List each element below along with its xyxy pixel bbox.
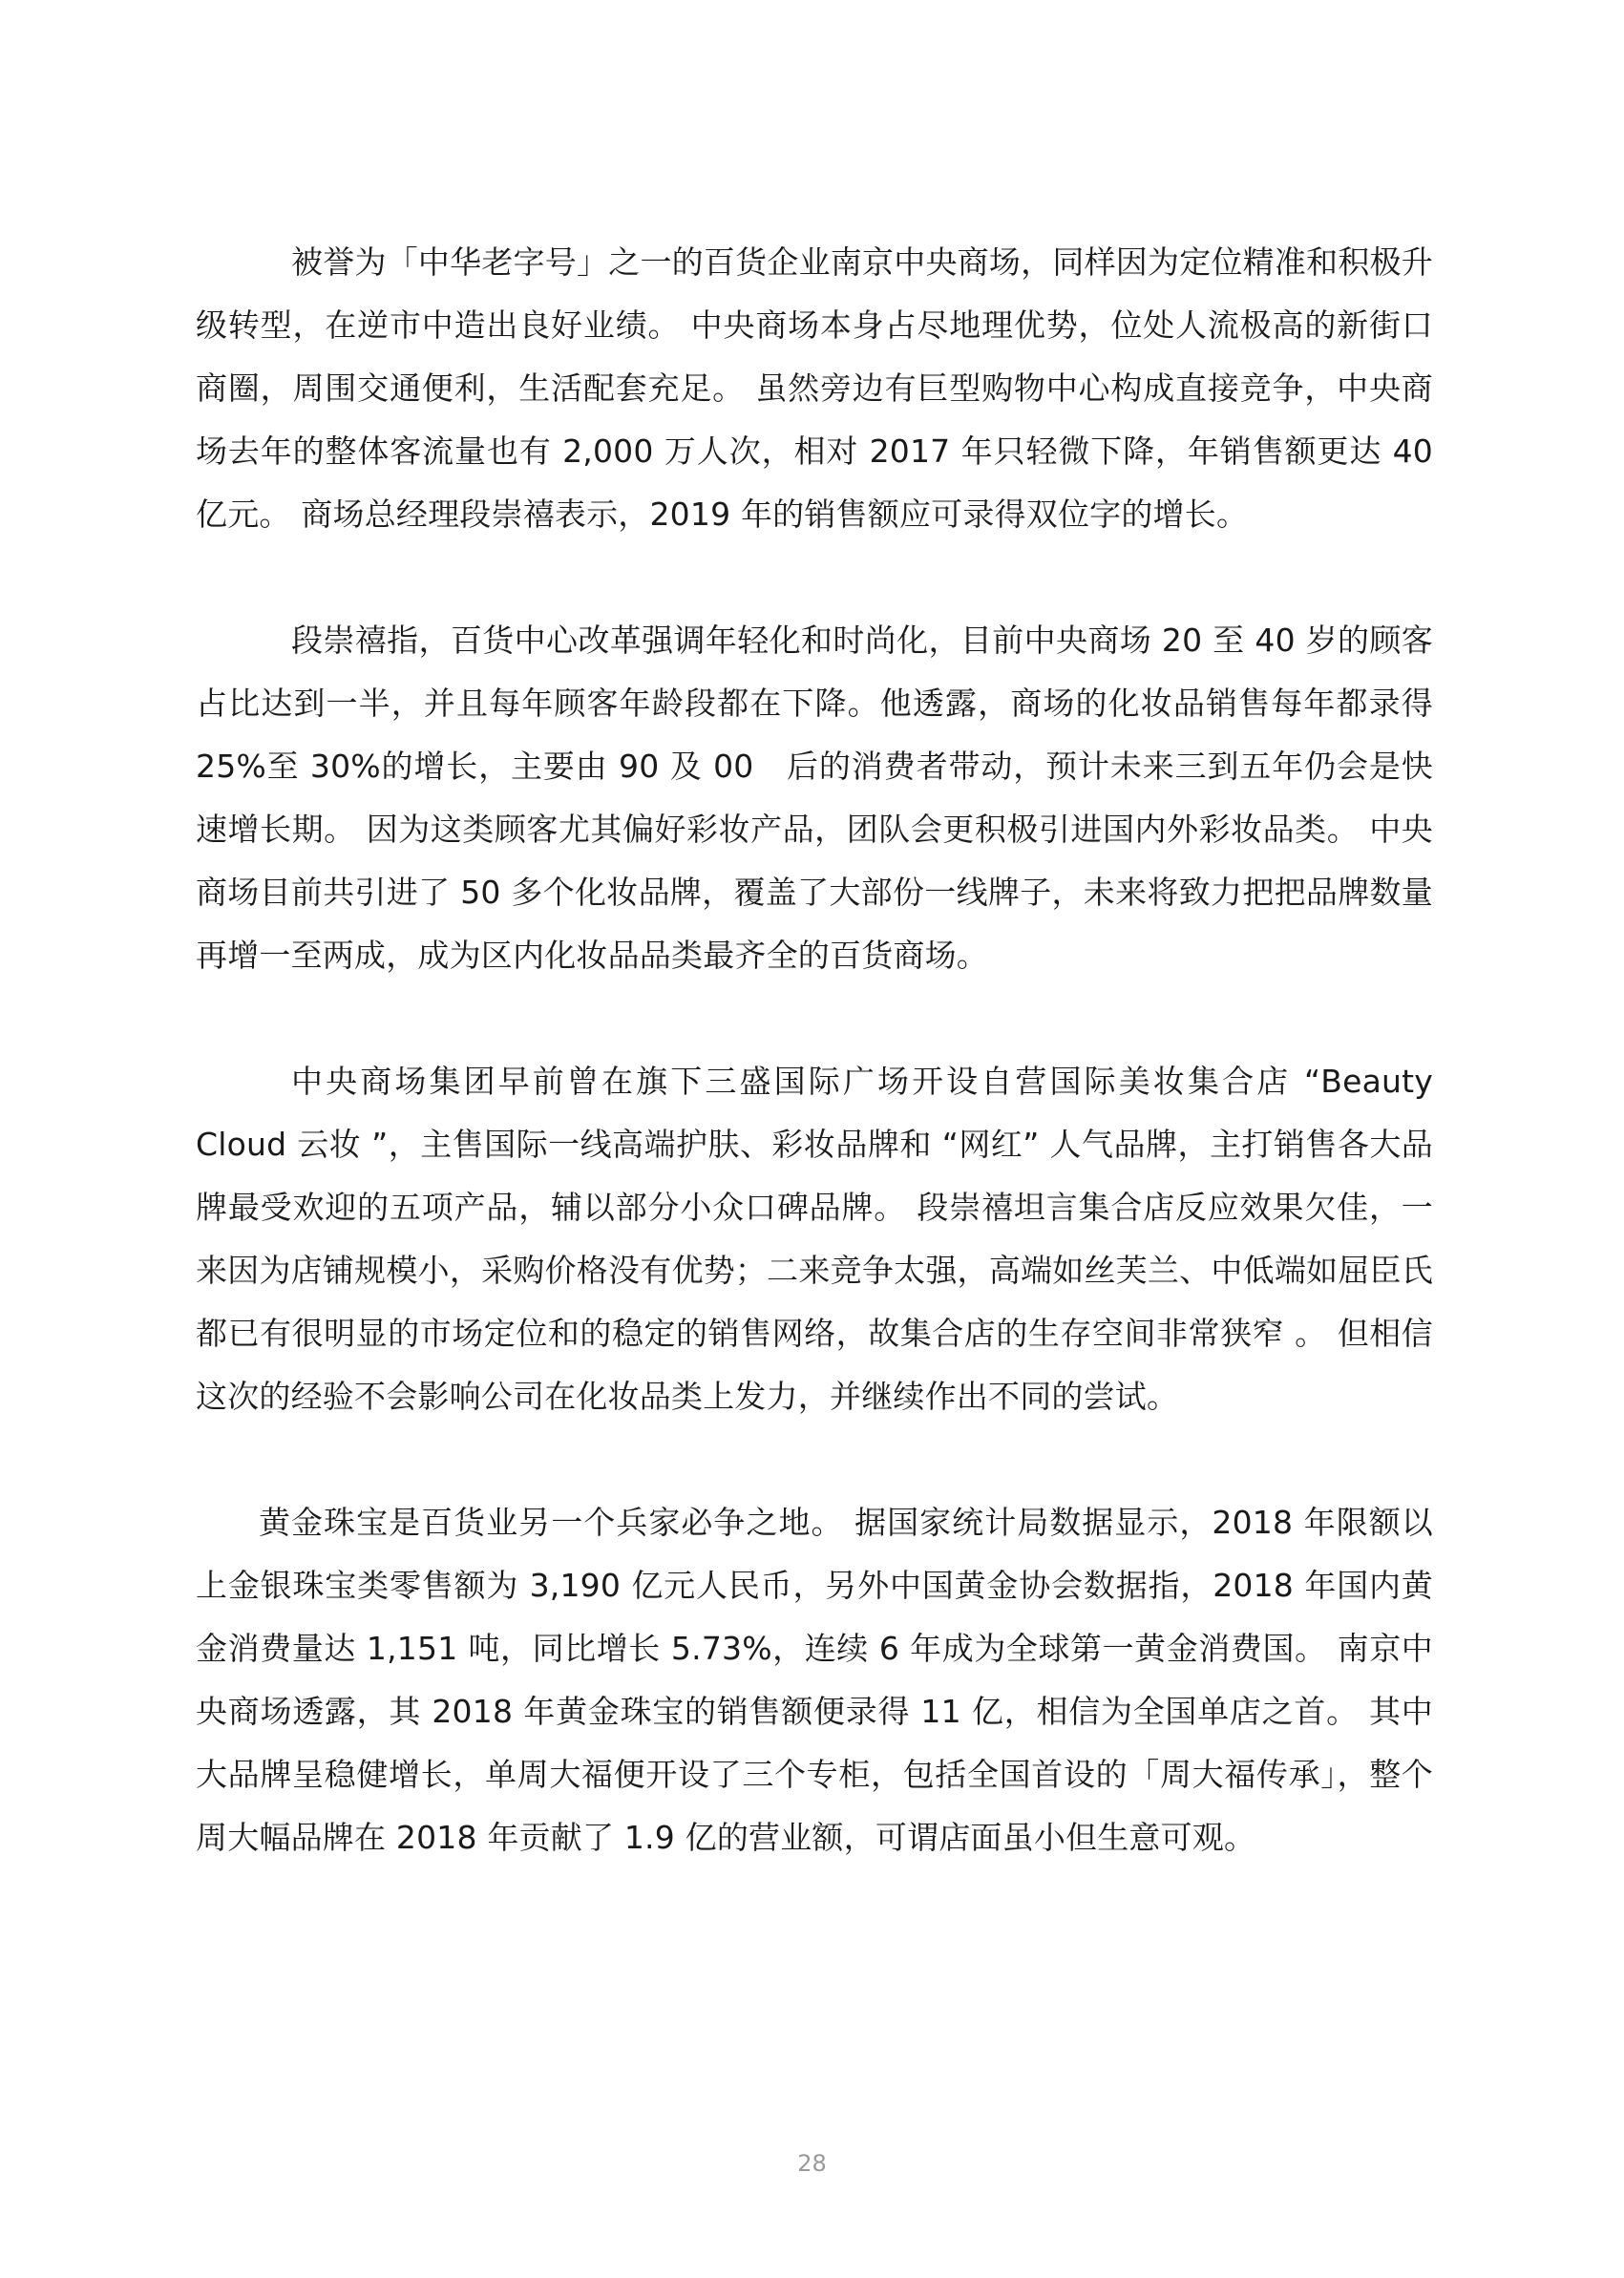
page-number: 28	[797, 2150, 827, 2177]
paragraph-4: 黄金珠宝是百货业另一个兵家必争之地。 据国家统计局数据显示，2018 年限额以上金银珠宝类零售额为 3,190 亿元人民币，另外中国黄金协会数据指，2018 年国内黄金消费量达 1,151 吨，同比增长 5.73%，连续 6 年成为全球第一黄金消费国。 南京中央商场透露，其 2018 年黄金珠宝的销售额便录得 11 亿，相信为全国单店之首。 其中大品牌呈稳健增长，单周大福便开设了三个专柜，包括全国首设的「周大福传承」，整个周大幅品牌在 2018 年贡献了 1.9 亿的营业额，可谓店面虽小但生意可观。	[196, 1504, 1433, 1856]
body-text	[196, 231, 1433, 1869]
paragraph-2: 段崇禧指，百货中心改革强调年轻化和时尚化，目前中央商场 20 至 40 岁的顾客占比达到一半，并且每年顾客年龄段都在下降。他透露，商场的化妆品销售每年都录得 25%至 30%的增长，主要由 90 及 00 后的消费者带动，预计未来三到五年仍会是快速增长期。 因为这类顾客尤其偏好彩妆产品，团队会更积极引进国内外彩妆品类。 中央商场目前共引进了 50 多个化妆品牌，覆盖了大部份一线牌子，未来将致力把把品牌数量再增一至两成，成为区内化妆品品类最齐全的百货商场。	[196, 622, 1433, 974]
paragraph-1: 被誉为「中华老字号」之一的百货企业南京中央商场，同样因为定位精准和积极升级转型，在逆市中造出良好业绩。 中央商场本身占尽地理优势，位处人流极高的新街口商圈，周围交通便利，生活配套充足。 虽然旁边有巨型购物中心构成直接竞争，中央商场去年的整体客流量也有 2,000 万人次，相对 2017 年只轻微下降，年销售额更达 40 亿元。 商场总经理段崇禧表示，2019 年的销售额应可录得双位字的增长。	[196, 243, 1433, 533]
paragraph-3: 中央商场集团早前曾在旗下三盛国际广场开设自营国际美妆集合店 “Beauty Cloud 云妆 ”，主售国际一线高端护肤、彩妆品牌和 “网红” 人气品牌，主打销售各大品牌最受欢迎的五项产品，辅以部分小众口碑品牌。 段崇禧坦言集合店反应效果欠佳，一来因为店铺规模小，采购价格没有优势；二来竞争太强，高端如丝芙兰、中低端如屈臣氏都已有很明显的市场定位和的稳定的销售网络，故集合店的生存空间非常狭窄 。 但相信这次的经验不会影响公司在化妆品类上发力，并继续作出不同的尝试。	[196, 1063, 1433, 1415]
